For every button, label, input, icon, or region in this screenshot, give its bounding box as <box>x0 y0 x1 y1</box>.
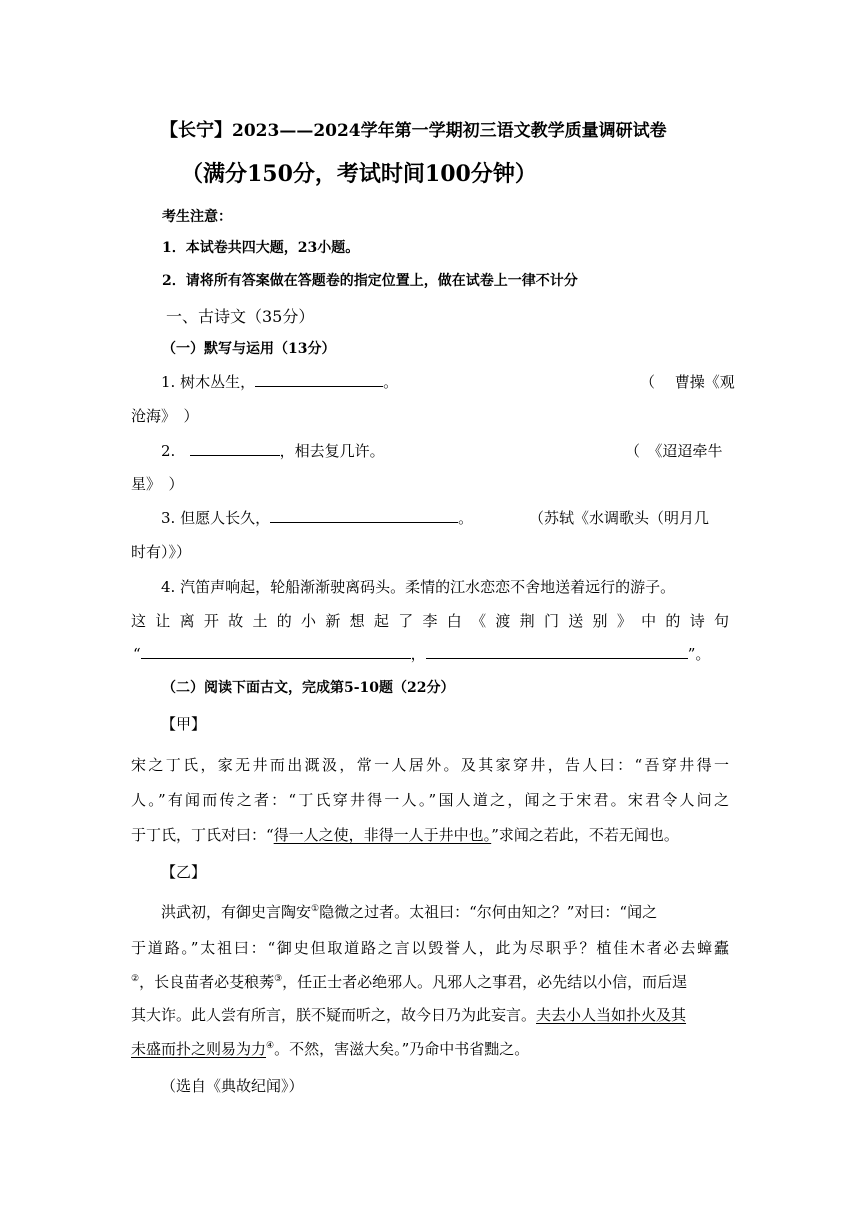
question-2 <box>161 440 385 461</box>
passage-jia-line-3 <box>131 824 679 845</box>
question-3 <box>161 507 473 528</box>
section1-heading: 一、古诗文（35分） <box>166 307 315 326</box>
jia-line3-pre: 于丁氏，丁氏对曰：“ <box>131 826 274 844</box>
q2-source-a: （ 《迢迢牵牛 <box>625 442 723 460</box>
q3-source-a: （苏轼《水调歌头（明月几 <box>529 509 710 527</box>
jia-line3-post: ”求闻之若此，不若无闻也。 <box>491 826 679 844</box>
question-4-line-2: 这让离开故土的小新想起了李白《渡荆门送别》中的诗句 <box>131 612 729 630</box>
q4-answer-blank-2[interactable] <box>426 643 688 659</box>
q3-source-b: 时有）》） <box>131 543 192 561</box>
question-4-line-1: 4. 汽笛声响起，轮船渐渐驶离码头。柔情的江水恋恋不舍地送着远行的游子。 <box>161 578 676 596</box>
q1-prefix: 1. 树木丛生， <box>161 373 256 391</box>
q4-open-quote: “ <box>133 645 141 663</box>
page-title <box>160 116 667 142</box>
yi-line1-b: 隐微之过者。太祖曰：“尔何由知之？”对曰：“闻之 <box>319 903 658 921</box>
yi-underlined-sentence-part-2: 未盛而扑之则易为力 <box>131 1040 267 1058</box>
yi-line3-b: ，长良苗者必芟稂莠 <box>139 973 275 991</box>
q1-source-b: 沧海》 ） <box>131 407 199 425</box>
q3-answer-blank[interactable] <box>270 507 458 523</box>
passage-yi-source: （选自《典故纪闻》） <box>161 1077 304 1095</box>
yi-line3-c: ，任正士者必绝邪人。凡邪人之事君，必先结以小信，而后逞 <box>282 973 688 991</box>
yi-line1-a: 洪武初，有御史言陶安 <box>161 903 312 921</box>
jia-underlined-sentence: 得一人之使，非得一人于井中也。 <box>273 826 492 844</box>
q2-suffix: ，相去复几许。 <box>279 442 385 460</box>
part1-heading: （一）默写与运用（13分） <box>162 341 336 357</box>
question-1 <box>161 371 398 392</box>
passage-yi-line-1 <box>161 901 657 922</box>
exam-subtitle: （满分150分，考试时间100分钟） <box>181 161 537 187</box>
part2-heading: （二）阅读下面古文，完成第5-10题（22分） <box>162 680 455 696</box>
footnote-1: ① <box>311 904 320 914</box>
footnote-4: ④ <box>266 1041 275 1051</box>
q1-source-a: （ 曹操《观 <box>640 373 735 391</box>
exam-title-text: 2023——2024学年第一学期初三语文教学质量调研试卷 <box>232 121 667 141</box>
passage-yi-line-3 <box>131 971 687 992</box>
passage-yi-line-5 <box>131 1038 529 1059</box>
q3-suffix: 。 <box>458 509 474 527</box>
q1-suffix: 。 <box>383 373 399 391</box>
q1-answer-blank[interactable] <box>255 371 383 387</box>
q2-source-b: 星》 ） <box>131 475 184 493</box>
passage-jia-line-2: 人。”有闻而传之者：“丁氏穿井得一人。”国人道之，闻之于宋君。宋君令人问之 <box>131 791 729 809</box>
q2-prefix: 2. <box>161 442 176 460</box>
yi-line4-pre: 其大诈。此人尝有所言，朕不疑而听之，故今日乃为此妄言。 <box>131 1006 537 1024</box>
q4-comma: ， <box>410 645 426 663</box>
yi-underlined-sentence-part-1: 夫去小人当如扑火及其 <box>536 1006 687 1024</box>
passage-yi-line-2: 于道路。”太祖曰：“御史但取道路之言以毁誉人，此为尽职乎？植佳木者必去蟑蠹 <box>131 939 729 957</box>
passage-jia-line-1: 宋之丁氏，家无井而出溉汲，常一人居外。及其家穿井，告人曰：“吾穿井得一 <box>131 756 729 774</box>
footnote-2: ② <box>131 974 140 984</box>
notice-heading: 考生注意： <box>162 209 232 225</box>
yi-line5-post: 。不然，害滋大矣。”乃命中书省黜之。 <box>274 1040 530 1058</box>
notice-item-2: 2．请将所有答案做在答题卷的指定位置上，做在试卷上一律不计分 <box>162 273 578 289</box>
question-4-line-3 <box>133 643 710 664</box>
passage-yi-label: 【乙】 <box>161 863 207 881</box>
region-tag: 【长宁】 <box>160 120 232 141</box>
q4-close: ”。 <box>687 645 711 663</box>
footnote-3: ③ <box>274 974 283 984</box>
q2-answer-blank[interactable] <box>190 440 280 456</box>
passage-jia-label: 【甲】 <box>161 715 207 733</box>
q4-answer-blank-1[interactable] <box>141 643 411 659</box>
passage-yi-line-4 <box>131 1004 686 1025</box>
notice-item-1: 1．本试卷共四大题，23小题。 <box>162 240 360 256</box>
q3-prefix: 3. 但愿人长久， <box>161 509 271 527</box>
